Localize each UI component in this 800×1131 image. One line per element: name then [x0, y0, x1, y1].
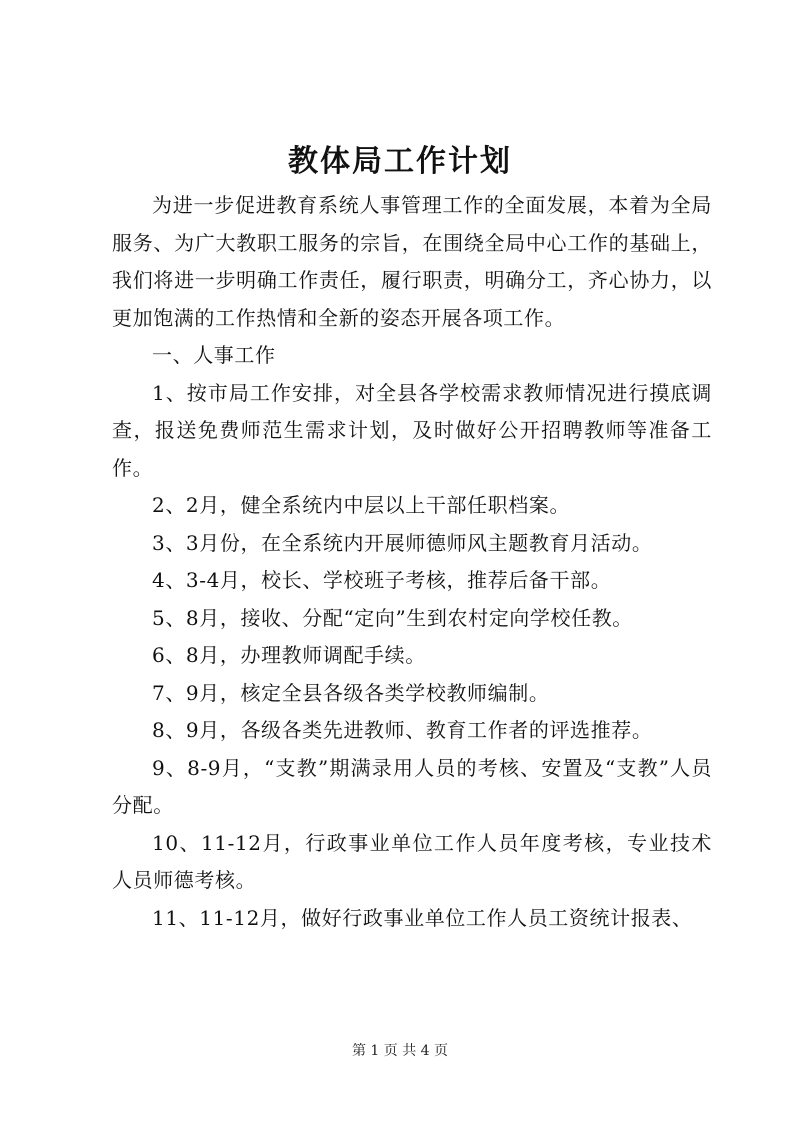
document-title: 教体局工作计划 [288, 144, 512, 179]
list-item-2: 2、2月，健全系统内中层以上干部任职档案。 [152, 493, 571, 517]
document-body [112, 187, 712, 937]
list-item-8: 8、9月，各级各类先进教师、教育工作者的评选推荐。 [152, 718, 653, 742]
list-item-3: 3、3月份，在全系统内开展师德师风主题教育月活动。 [152, 530, 653, 555]
list-item-5: 5、8月，接收、分配“定向”生到农村定向学校任教。 [152, 605, 633, 630]
list-item-4: 4、3-4月，校长、学校班子考核，推荐后备干部。 [152, 568, 612, 592]
list-item-10: 10、11-12月，行政事业单位工作人员年度考核，专业技术人员师德考核。 [112, 830, 712, 892]
list-item-6: 6、8月，办理教师调配手续。 [152, 643, 426, 667]
intro-paragraph: 为进一步促进教育系统人事管理工作的全面发展，本着为全局服务、为广大教职工服务的宗旨，在围绕全局中心工作的基础上，我们将进一步明确工作责任，履行职责，明确分工，齐心协力，以更加饱满的工作热情和全新的姿态开展各项工作。 [112, 193, 712, 330]
list-item-11: 11、11-12月，做好行政事业单位工作人员工资统计报表、 [152, 905, 693, 930]
page-number-footer: 第 1 页 共 4 页 [351, 1043, 449, 1059]
list-item-7: 7、9月，核定全县各级各类学校教师编制。 [152, 680, 550, 705]
list-item-1: 1、按市局工作安排，对全县各学校需求教师情况进行摸底调查，报送免费师范生需求计划，及时做好公开招聘教师等准备工作。 [112, 380, 712, 480]
section-heading-personnel: 一、人事工作 [152, 343, 276, 367]
list-item-9: 9、8-9月，“支教”期满录用人员的考核、安置及“支教”人员分配。 [112, 755, 712, 817]
